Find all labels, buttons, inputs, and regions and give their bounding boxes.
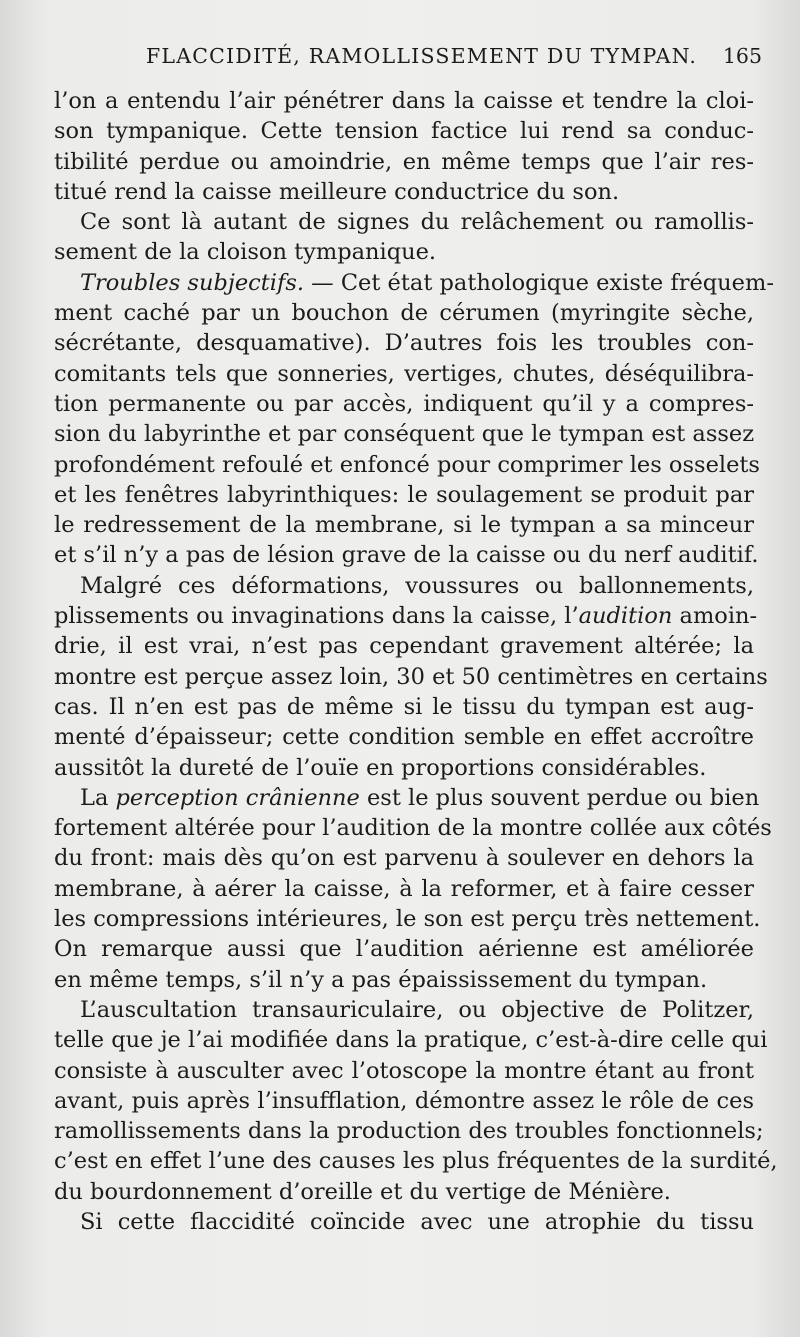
page-number: 165 [722,44,762,68]
text-line: en même temps, s’il n’y a pas épaississement du tympan. [54,966,708,993]
text-line: profondément refoulé et enfoncé pour comprimer les osselets [54,451,760,478]
running-head: FLACCIDITÉ, RAMOLLISSEMENT DU TYMPAN. [146,44,698,68]
body-text [54,86,778,1237]
italic-term: perception crânienne [115,784,360,811]
paragraph-start-line: Malgré ces déformations, voussures ou ballonnements, [80,572,754,599]
section-heading-line [54,268,774,298]
text-line: avant, puis après l’insufflation, démontre assez le rôle de ces [54,1087,754,1114]
page-header [60,44,770,80]
text-line [54,601,758,631]
text-line: et les fenêtres labyrinthiques: le soulagement se produit par [54,481,754,508]
text-line: ment caché par un bouchon de cérumen (myringite sèche, [54,300,754,327]
text-line: menté d’épaisseur; cette condition semble en effet accroître [54,724,754,751]
paragraph-start-line: L’auscultation transauriculaire, ou objective de Politzer, [80,996,754,1023]
text-line: et s’il n’y a pas de lésion grave de la caisse ou du nerf auditif. [54,542,759,569]
text-segment: amoin- [672,603,758,630]
text-line: les compressions intérieures, le son est perçu très nettement. [54,906,761,933]
text-line: ramollissements dans la production des troubles fonctionnels; [54,1118,764,1145]
text-segment: La [80,784,116,811]
text-segment: est le plus souvent perdue ou bien [359,784,760,811]
text-line: titué rend la caisse meilleure conductrice du son. [54,178,620,205]
paragraph-start-line: Si cette flaccidité coïncide avec une atrophie du tissu [80,1208,754,1235]
text-line: c’est en effet l’une des causes les plus fréquentes de la surdité, [54,1148,778,1175]
section-title-italic: Troubles subjectifs. [80,269,305,296]
text-line: membrane, à aérer la caisse, à la reformer, et à faire cesser [54,875,754,902]
text-segment: plissements ou invaginations dans la caisse, l’ [54,603,579,630]
text-line: comitants tels que sonneries, vertiges, chutes, déséquilibra- [54,360,754,387]
text-line: fortement altérée pour l’audition de la montre collée aux côtés [54,815,772,842]
text-line: son tympanique. Cette tension factice lui rend sa conduc- [54,118,754,145]
text-line: du front: mais dès qu’on est parvenu à soulever en dehors la [54,845,754,872]
text-line: On remarque aussi que l’audition aérienne est améliorée [54,936,754,963]
text-line: telle que je l’ai modifiée dans la pratique, c’est-à-dire celle qui [54,1027,768,1054]
text-segment: — Cet état pathologique existe fréquem- [311,269,774,296]
text-line: tion permanente ou par accès, indiquent qu’il y a compres- [54,390,754,417]
text-line: aussitôt la dureté de l’ouïe en proportions considérables. [54,754,707,781]
italic-term: audition [578,603,673,630]
text-line: sion du labyrinthe et par conséquent que le tympan est assez [54,421,755,448]
paragraph-start-line [54,783,760,813]
text-line: sécrétante, desquamative). D’autres fois les troubles con- [54,330,754,357]
text-line: sement de la cloison tympanique. [54,239,437,266]
text-line: l’on a entendu l’air pénétrer dans la caisse et tendre la cloi- [54,88,754,114]
text-line: drie, il est vrai, n’est pas cependant gravement altérée; la [54,633,754,660]
text-line: le redressement de la membrane, si le tympan a sa minceur [54,512,754,539]
text-line: du bourdonnement d’oreille et du vertige de Ménière. [54,1178,671,1205]
paragraph-start-line: Ce sont là autant de signes du relâchement ou ramollis- [80,209,754,236]
text-line: consiste à ausculter avec l’otoscope la montre étant au front [54,1057,754,1084]
text-line: tibilité perdue ou amoindrie, en même temps que l’air res- [54,148,754,175]
text-line: cas. Il n’en est pas de même si le tissu du tympan est aug- [54,693,754,720]
text-line: montre est perçue assez loin, 30 et 50 centimètres en certains [54,663,768,690]
